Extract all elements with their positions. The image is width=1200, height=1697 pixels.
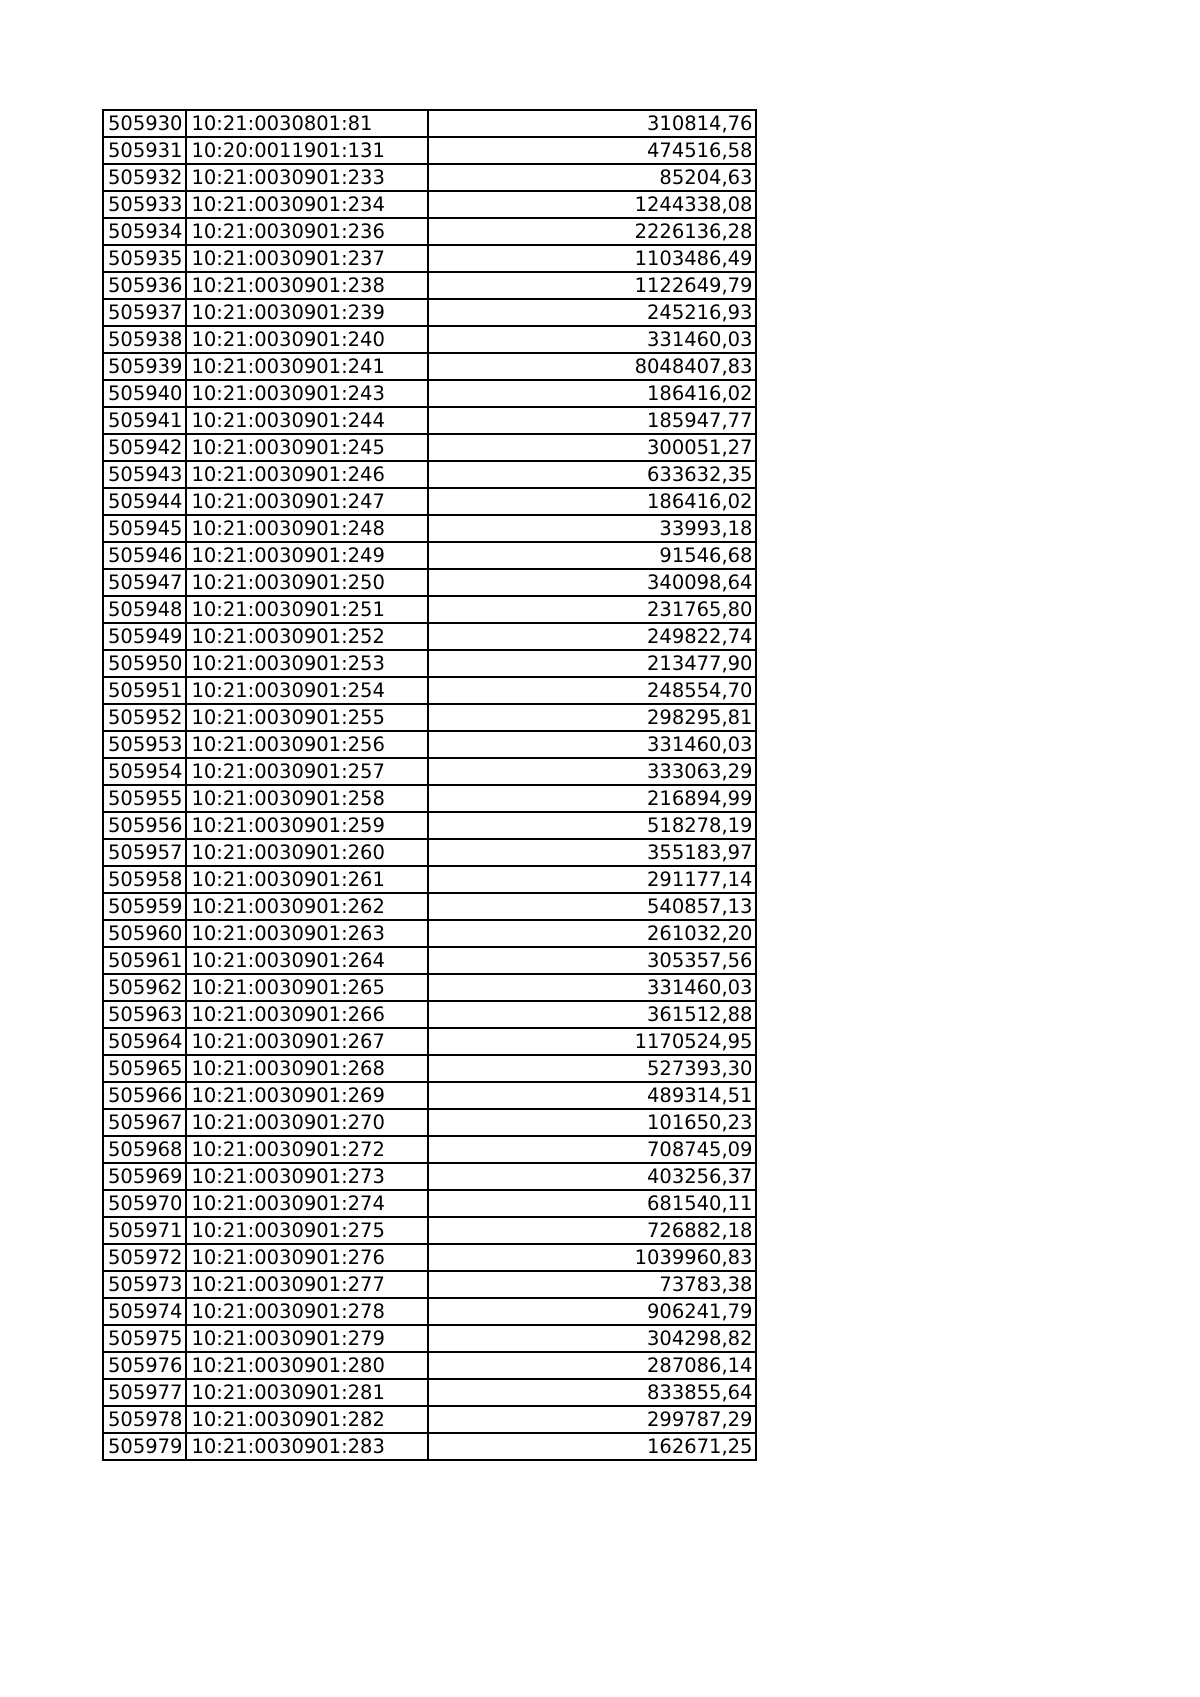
cell-value: 310814,76 <box>428 110 756 137</box>
cell-cadastral-number: 10:21:0030901:244 <box>186 407 428 434</box>
cell-id: 505937 <box>103 299 186 326</box>
cell-value: 540857,13 <box>428 893 756 920</box>
cell-cadastral-number: 10:21:0030901:261 <box>186 866 428 893</box>
cell-value: 261032,20 <box>428 920 756 947</box>
cell-cadastral-number: 10:21:0030901:257 <box>186 758 428 785</box>
cell-value: 518278,19 <box>428 812 756 839</box>
cell-id: 505939 <box>103 353 186 380</box>
cell-value: 527393,30 <box>428 1055 756 1082</box>
table-row <box>103 731 756 758</box>
table-row <box>103 1325 756 1352</box>
cell-id: 505956 <box>103 812 186 839</box>
cell-id: 505970 <box>103 1190 186 1217</box>
table-row <box>103 380 756 407</box>
cell-cadastral-number: 10:21:0030901:262 <box>186 893 428 920</box>
table-row <box>103 1028 756 1055</box>
table-row <box>103 110 756 137</box>
cell-id: 505978 <box>103 1406 186 1433</box>
table-row <box>103 542 756 569</box>
cell-cadastral-number: 10:21:0030901:273 <box>186 1163 428 1190</box>
cell-id: 505975 <box>103 1325 186 1352</box>
cell-value: 231765,80 <box>428 596 756 623</box>
cell-cadastral-number: 10:21:0030901:268 <box>186 1055 428 1082</box>
table-row <box>103 812 756 839</box>
cell-value: 91546,68 <box>428 542 756 569</box>
cell-id: 505967 <box>103 1109 186 1136</box>
table-row <box>103 1433 756 1460</box>
table-row <box>103 569 756 596</box>
cell-id: 505940 <box>103 380 186 407</box>
cell-value: 474516,58 <box>428 137 756 164</box>
cell-id: 505979 <box>103 1433 186 1460</box>
cell-value: 1170524,95 <box>428 1028 756 1055</box>
cell-value: 162671,25 <box>428 1433 756 1460</box>
cell-id: 505974 <box>103 1298 186 1325</box>
cell-id: 505960 <box>103 920 186 947</box>
cell-id: 505976 <box>103 1352 186 1379</box>
table-row <box>103 245 756 272</box>
cell-id: 505949 <box>103 623 186 650</box>
table-row <box>103 191 756 218</box>
cell-value: 1039960,83 <box>428 1244 756 1271</box>
cell-value: 299787,29 <box>428 1406 756 1433</box>
cell-id: 505933 <box>103 191 186 218</box>
table-row <box>103 1406 756 1433</box>
cell-value: 1244338,08 <box>428 191 756 218</box>
cell-value: 403256,37 <box>428 1163 756 1190</box>
cell-cadastral-number: 10:21:0030901:238 <box>186 272 428 299</box>
cell-value: 249822,74 <box>428 623 756 650</box>
cell-value: 340098,64 <box>428 569 756 596</box>
cell-id: 505944 <box>103 488 186 515</box>
cell-cadastral-number: 10:21:0030901:283 <box>186 1433 428 1460</box>
table-row <box>103 1082 756 1109</box>
cell-cadastral-number: 10:21:0030901:254 <box>186 677 428 704</box>
cell-id: 505936 <box>103 272 186 299</box>
table-row <box>103 1217 756 1244</box>
cell-value: 633632,35 <box>428 461 756 488</box>
cell-value: 216894,99 <box>428 785 756 812</box>
cell-cadastral-number: 10:21:0030901:253 <box>186 650 428 677</box>
cell-cadastral-number: 10:21:0030901:240 <box>186 326 428 353</box>
cell-value: 291177,14 <box>428 866 756 893</box>
cell-id: 505930 <box>103 110 186 137</box>
cell-id: 505962 <box>103 974 186 1001</box>
cell-cadastral-number: 10:21:0030801:81 <box>186 110 428 137</box>
table-row <box>103 1109 756 1136</box>
cell-value: 355183,97 <box>428 839 756 866</box>
cell-id: 505946 <box>103 542 186 569</box>
cell-id: 505953 <box>103 731 186 758</box>
cell-cadastral-number: 10:21:0030901:258 <box>186 785 428 812</box>
cell-cadastral-number: 10:21:0030901:276 <box>186 1244 428 1271</box>
cell-id: 505972 <box>103 1244 186 1271</box>
cell-cadastral-number: 10:21:0030901:281 <box>186 1379 428 1406</box>
cell-cadastral-number: 10:21:0030901:274 <box>186 1190 428 1217</box>
table-row <box>103 920 756 947</box>
table-row <box>103 137 756 164</box>
cell-cadastral-number: 10:21:0030901:247 <box>186 488 428 515</box>
cell-value: 73783,38 <box>428 1271 756 1298</box>
table-row <box>103 1136 756 1163</box>
table-row <box>103 164 756 191</box>
cell-cadastral-number: 10:21:0030901:243 <box>186 380 428 407</box>
cell-id: 505955 <box>103 785 186 812</box>
cell-value: 300051,27 <box>428 434 756 461</box>
table-row <box>103 515 756 542</box>
table-row <box>103 461 756 488</box>
table-row <box>103 1244 756 1271</box>
cell-id: 505935 <box>103 245 186 272</box>
table-row <box>103 1001 756 1028</box>
table-row <box>103 272 756 299</box>
cell-value: 8048407,83 <box>428 353 756 380</box>
cell-id: 505961 <box>103 947 186 974</box>
cell-id: 505947 <box>103 569 186 596</box>
cell-value: 708745,09 <box>428 1136 756 1163</box>
table-row <box>103 1271 756 1298</box>
cell-cadastral-number: 10:21:0030901:282 <box>186 1406 428 1433</box>
cell-value: 287086,14 <box>428 1352 756 1379</box>
table-row <box>103 1379 756 1406</box>
cell-id: 505958 <box>103 866 186 893</box>
cell-cadastral-number: 10:21:0030901:272 <box>186 1136 428 1163</box>
cell-cadastral-number: 10:21:0030901:267 <box>186 1028 428 1055</box>
cell-cadastral-number: 10:21:0030901:256 <box>186 731 428 758</box>
cell-value: 681540,11 <box>428 1190 756 1217</box>
cell-cadastral-number: 10:21:0030901:265 <box>186 974 428 1001</box>
table-row <box>103 434 756 461</box>
table-row <box>103 299 756 326</box>
cell-cadastral-number: 10:21:0030901:236 <box>186 218 428 245</box>
cell-cadastral-number: 10:21:0030901:270 <box>186 1109 428 1136</box>
cell-id: 505945 <box>103 515 186 542</box>
cell-cadastral-number: 10:21:0030901:234 <box>186 191 428 218</box>
cell-id: 505954 <box>103 758 186 785</box>
cell-cadastral-number: 10:21:0030901:246 <box>186 461 428 488</box>
cell-id: 505977 <box>103 1379 186 1406</box>
cell-value: 331460,03 <box>428 974 756 1001</box>
table-row <box>103 785 756 812</box>
table-row <box>103 1352 756 1379</box>
cell-id: 505971 <box>103 1217 186 1244</box>
cell-id: 505964 <box>103 1028 186 1055</box>
cell-cadastral-number: 10:21:0030901:269 <box>186 1082 428 1109</box>
cell-id: 505951 <box>103 677 186 704</box>
cell-cadastral-number: 10:21:0030901:237 <box>186 245 428 272</box>
cell-value: 85204,63 <box>428 164 756 191</box>
table-row <box>103 650 756 677</box>
cell-id: 505941 <box>103 407 186 434</box>
cell-id: 505943 <box>103 461 186 488</box>
cell-value: 33993,18 <box>428 515 756 542</box>
cell-id: 505931 <box>103 137 186 164</box>
table-row <box>103 1190 756 1217</box>
cell-cadastral-number: 10:21:0030901:260 <box>186 839 428 866</box>
cell-value: 906241,79 <box>428 1298 756 1325</box>
cell-value: 333063,29 <box>428 758 756 785</box>
cell-cadastral-number: 10:21:0030901:248 <box>186 515 428 542</box>
cell-value: 2226136,28 <box>428 218 756 245</box>
cell-value: 185947,77 <box>428 407 756 434</box>
cell-cadastral-number: 10:21:0030901:277 <box>186 1271 428 1298</box>
table-row <box>103 407 756 434</box>
data-table <box>102 109 757 1461</box>
table-row <box>103 596 756 623</box>
cell-value: 331460,03 <box>428 326 756 353</box>
cell-value: 489314,51 <box>428 1082 756 1109</box>
table-row <box>103 893 756 920</box>
cell-value: 833855,64 <box>428 1379 756 1406</box>
table-row <box>103 326 756 353</box>
table-row <box>103 704 756 731</box>
cell-value: 213477,90 <box>428 650 756 677</box>
table-row <box>103 1055 756 1082</box>
cell-value: 331460,03 <box>428 731 756 758</box>
cell-cadastral-number: 10:21:0030901:264 <box>186 947 428 974</box>
cell-cadastral-number: 10:21:0030901:252 <box>186 623 428 650</box>
cell-id: 505938 <box>103 326 186 353</box>
cell-id: 505952 <box>103 704 186 731</box>
cell-cadastral-number: 10:21:0030901:239 <box>186 299 428 326</box>
cell-value: 186416,02 <box>428 380 756 407</box>
cell-cadastral-number: 10:21:0030901:280 <box>186 1352 428 1379</box>
cell-id: 505934 <box>103 218 186 245</box>
cell-value: 1122649,79 <box>428 272 756 299</box>
table-row <box>103 488 756 515</box>
cell-id: 505957 <box>103 839 186 866</box>
cell-value: 305357,56 <box>428 947 756 974</box>
table-row <box>103 1298 756 1325</box>
cell-id: 505965 <box>103 1055 186 1082</box>
cell-cadastral-number: 10:21:0030901:259 <box>186 812 428 839</box>
table-body <box>103 110 756 1460</box>
table-row <box>103 947 756 974</box>
cell-id: 505968 <box>103 1136 186 1163</box>
cell-value: 726882,18 <box>428 1217 756 1244</box>
cell-value: 304298,82 <box>428 1325 756 1352</box>
cell-cadastral-number: 10:21:0030901:249 <box>186 542 428 569</box>
cell-cadastral-number: 10:21:0030901:250 <box>186 569 428 596</box>
cell-value: 245216,93 <box>428 299 756 326</box>
table-row <box>103 839 756 866</box>
cell-id: 505932 <box>103 164 186 191</box>
cell-cadastral-number: 10:21:0030901:245 <box>186 434 428 461</box>
table-row <box>103 1163 756 1190</box>
cell-cadastral-number: 10:21:0030901:278 <box>186 1298 428 1325</box>
cell-cadastral-number: 10:21:0030901:263 <box>186 920 428 947</box>
cell-value: 248554,70 <box>428 677 756 704</box>
cell-value: 101650,23 <box>428 1109 756 1136</box>
table-row <box>103 353 756 380</box>
table-row <box>103 218 756 245</box>
cell-cadastral-number: 10:21:0030901:251 <box>186 596 428 623</box>
cell-id: 505969 <box>103 1163 186 1190</box>
cell-value: 186416,02 <box>428 488 756 515</box>
cell-cadastral-number: 10:21:0030901:279 <box>186 1325 428 1352</box>
cell-cadastral-number: 10:21:0030901:233 <box>186 164 428 191</box>
cell-cadastral-number: 10:21:0030901:255 <box>186 704 428 731</box>
cell-id: 505966 <box>103 1082 186 1109</box>
table-row <box>103 758 756 785</box>
table-row <box>103 623 756 650</box>
cell-id: 505948 <box>103 596 186 623</box>
table-row <box>103 866 756 893</box>
cell-cadastral-number: 10:21:0030901:275 <box>186 1217 428 1244</box>
cell-id: 505959 <box>103 893 186 920</box>
cell-id: 505950 <box>103 650 186 677</box>
cell-cadastral-number: 10:21:0030901:266 <box>186 1001 428 1028</box>
table-row <box>103 677 756 704</box>
cell-cadastral-number: 10:20:0011901:131 <box>186 137 428 164</box>
table-row <box>103 974 756 1001</box>
cell-value: 298295,81 <box>428 704 756 731</box>
cell-value: 361512,88 <box>428 1001 756 1028</box>
cell-id: 505973 <box>103 1271 186 1298</box>
cell-id: 505942 <box>103 434 186 461</box>
cell-id: 505963 <box>103 1001 186 1028</box>
cell-cadastral-number: 10:21:0030901:241 <box>186 353 428 380</box>
cell-value: 1103486,49 <box>428 245 756 272</box>
